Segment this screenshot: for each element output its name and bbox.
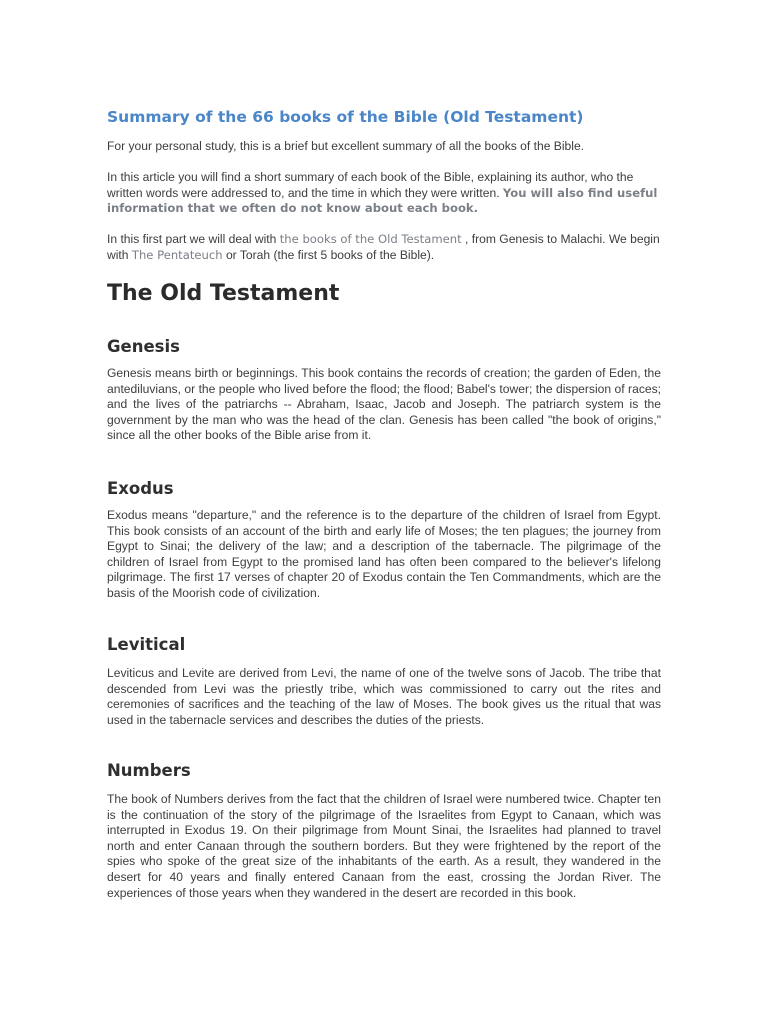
intro-paragraph-2-text: In this article you will find a short summary of each book of the Bible, explaining its author, who the written words were addressed to, and the time in which they were written. [107,170,634,200]
book-text-exodus: Exodus means "departure," and the reference is to the departure of the children of Israel from Egypt. This book consists of an account of the birth and early life of Moses; the ten plagues; the journey from Egypt to Sinai; the delivery of the law; and a description of the tabernacle. The pilgrimage of the children of Israel from Egypt to the promised land has often been compared to the believer's lifelong pilgrimage. The first 17 verses of chapter 20 of Exodus contain the Ten Commandments, which are the basis of the Moorish code of civilization. [107,508,661,600]
book-heading-numbers: Numbers [107,761,191,780]
old-testament-link[interactable]: the books of the Old Testament [279,232,462,246]
book-heading-genesis: Genesis [107,337,180,356]
book-heading-levitical: Levitical [107,635,186,654]
intro-paragraph-3-b: , from Genesis to Malachi. We begin with [107,232,660,262]
intro-paragraph-3-c: or Torah (the first 5 books of the Bible). [222,247,435,262]
pentateuch-link[interactable]: The Pentateuch [131,247,223,262]
book-text-levitical: Leviticus and Levite are derived from Levi, the name of one of the twelve sons of Jacob. The tribe that descended from Levi was the priestly tribe, which was commissioned to carry out the rites and ceremonies of sacrifices and the teaching of the law of Moses. The book gives us the ritual that was used in the tabernacle services and describes the duties of the priests. [107,666,661,727]
book-text-numbers: The book of Numbers derives from the fact that the children of Israel were numbered twice. Chapter ten is the continuation of the story of the pilgrimage of the Israelites from Egypt to Canaan, which was interrupted in Exodus 19. On their pilgrimage from Mount Sinai, the Israelites had planned to travel north and enter Canaan through the southern borders. But they were frightened by the report of the spies who spoke of the great size of the inhabitants of the earth. As a result, they wandered in the desert for 40 years and finally entered Canaan from the east, crossing the Jordan River. The experiences of those years when they wandered in the desert are recorded in this book. [107,792,661,900]
section-heading: The Old Testament [107,281,340,306]
book-text-genesis: Genesis means birth or beginnings. This book contains the records of creation; the garden of Eden, the antediluvians, or the people who lived before the flood; the flood; Babel's tower; the dispersion of races; and the lives of the patriarchs -- Abraham, Isaac, Jacob and Joseph. The patriarch system is the government by the man who was the head of the clan. Genesis has been called "the book of origins," since all the other books of the Bible arise from it. [107,366,661,443]
intro-paragraph-2 [107,170,661,217]
document-title: Summary of the 66 books of the Bible (Old Testament) [107,108,584,126]
intro-paragraph-1: For your personal study, this is a brief but excellent summary of all the books of the Bible. [107,139,585,153]
intro-highlight: You will also find useful information that we often do not know about each book. [107,185,658,216]
intro-paragraph-3 [107,232,661,263]
intro-paragraph-3-a: In this first part we will deal with [107,232,280,246]
book-heading-exodus: Exodus [107,479,174,498]
